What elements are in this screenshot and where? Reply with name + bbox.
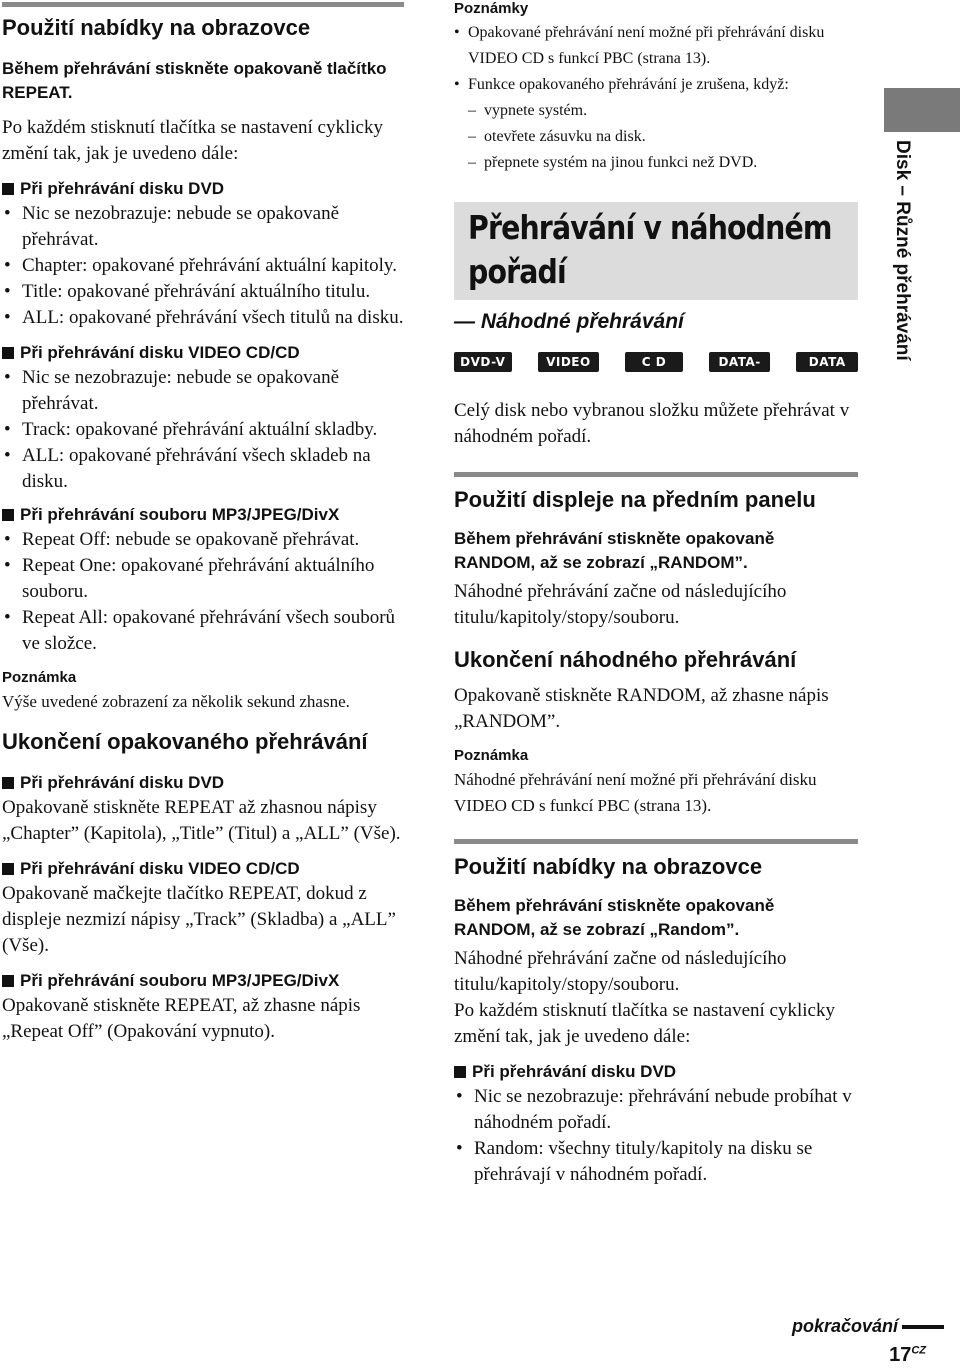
left-column	[2, 0, 404, 1045]
list-item: • Opakované přehrávání není možné při přehrávání disku VIDEO CD s funkcí PBC (strana 13).	[454, 20, 858, 72]
heading-front-display: Použití displeje na předním panelu	[454, 487, 816, 512]
square-bullet-icon	[2, 975, 14, 987]
list-item: • Nic se nezobrazuje: nebude se opakovaně přehrávat.	[2, 365, 404, 417]
section-title: Přehrávání v náhodném pořadí	[468, 208, 832, 291]
list-item: • ALL: opakované přehrávání všech skladeb na disku.	[2, 443, 404, 495]
list-item: • Chapter: opakované přehrávání aktuální kapitoly.	[2, 253, 404, 279]
intro-text: Celý disk nebo vybranou složku můžete přehrávat v náhodném pořadí.	[454, 400, 850, 447]
list-item: • Repeat All: opakované přehrávání všech souborů ve složce.	[2, 605, 404, 657]
list-item: • Nic se nezobrazuje: nebude se opakovaně přehrávat.	[2, 201, 404, 253]
list-item: – vypnete systém.	[454, 98, 858, 124]
subheading-end-vcd: Při přehrávání disku VIDEO CD/CD	[2, 857, 404, 881]
section-subtitle: — Náhodné přehrávání	[454, 310, 684, 333]
note-heading: Poznámka	[454, 747, 529, 764]
instruction-random-display: Během přehrávání stiskněte opakovaně RANDOM, až se zobrazí „RANDOM”.	[454, 529, 775, 572]
list-item: • Repeat One: opakované přehrávání aktuálního souboru.	[2, 553, 404, 605]
list-item: • Random: všechny tituly/kapitoly na disku se přehrávají v náhodném pořadí.	[454, 1136, 858, 1188]
note-text: Náhodné přehrávání není možné při přehrávání disku VIDEO CD s funkcí PBC (strana 13).	[454, 770, 817, 815]
disc-badges	[454, 352, 858, 389]
square-bullet-icon	[2, 509, 14, 521]
subheading-menu-dvd: Při přehrávání disku DVD	[454, 1060, 858, 1084]
chapter-tab-marker	[884, 88, 960, 132]
list-item: – přepnete systém na jinou funkci než DVD.	[454, 150, 858, 176]
dvd-list	[2, 201, 404, 331]
mp3-list	[2, 527, 404, 657]
end-dvd-text: Opakovaně stiskněte REPEAT až zhasnou nápisy „Chapter” (Kapitola), „Title” (Titul) a „ALL” (Vše).	[2, 797, 401, 844]
section-rule	[2, 2, 404, 7]
notes-heading: Poznámky	[454, 0, 529, 17]
heading-end-repeat: Ukončení opakovaného přehrávání	[2, 729, 368, 754]
list-item: • ALL: opakované přehrávání všech titulů na disku.	[2, 305, 404, 331]
notes-dash-list	[454, 98, 858, 176]
continue-arrow-icon	[902, 1325, 944, 1329]
menu-text-1: Náhodné přehrávání začne od následujícího titulu/kapitoly/stopy/souboru.	[454, 948, 787, 995]
instruction-random-menu: Během přehrávání stiskněte opakovaně RANDOM, až se zobrazí „Random”.	[454, 896, 775, 939]
menu-dvd-list	[454, 1084, 858, 1188]
chapter-tab-label: Disk – Různé přehrávání	[892, 140, 913, 361]
note-heading: Poznámka	[2, 669, 77, 686]
list-item: • Title: opakované přehrávání aktuálního titulu.	[2, 279, 404, 305]
heading-onscreen-menu: Použití nabídky na obrazovce	[2, 15, 311, 40]
end-mp3-text: Opakovaně stiskněte REPEAT, až zhasne nápis „Repeat Off” (Opakování vypnuto).	[2, 995, 361, 1042]
square-bullet-icon	[2, 863, 14, 875]
square-bullet-icon	[2, 183, 14, 195]
note-text: Výše uvedené zobrazení za několik sekund zhasne.	[2, 692, 350, 711]
continued-indicator: pokračování	[792, 1316, 944, 1337]
subheading-dvd: Při přehrávání disku DVD	[2, 177, 404, 201]
page-number: $17^{CZ}$	[889, 1344, 926, 1366]
square-bullet-icon	[454, 1066, 466, 1078]
end-vcd-text: Opakovaně mačkejte tlačítko REPEAT, dokud z displeje nezmizí nápisy „Track” (Skladba) a „ALL” (Vše).	[2, 883, 396, 956]
heading-onscreen-menu-random: Použití nabídky na obrazovce	[454, 854, 763, 879]
list-item: • Funkce opakovaného přehrávání je zrušena, když:	[454, 72, 858, 98]
badge-video-cd: VIDEO CD	[538, 352, 600, 372]
subheading-vcd: Při přehrávání disku VIDEO CD/CD	[2, 341, 404, 365]
square-bullet-icon	[2, 347, 14, 359]
end-random-text: Opakovaně stiskněte RANDOM, až zhasne nápis „RANDOM”.	[454, 685, 829, 732]
menu-text-2: Po každém stisknutí tlačítka se nastavení cyklicky změní tak, jak je uvedeno dále:	[454, 1000, 835, 1047]
section-rule	[454, 472, 858, 477]
notes-list	[454, 20, 858, 98]
subheading-end-mp3: Při přehrávání souboru MP3/JPEG/DivX	[2, 969, 404, 993]
list-item: • Track: opakované přehrávání aktuální skladby.	[2, 417, 404, 443]
badge-data-cd: DATA-CD	[709, 352, 771, 372]
list-item: – otevřete zásuvku na disk.	[454, 124, 858, 150]
right-column	[454, 0, 858, 1188]
subheading-mp3: Při přehrávání souboru MP3/JPEG/DivX	[2, 503, 404, 527]
badge-dvd-v: DVD-V	[454, 352, 512, 372]
subheading-end-dvd: Při přehrávání disku DVD	[2, 771, 404, 795]
list-item: • Nic se nezobrazuje: přehrávání nebude probíhat v náhodném pořadí.	[454, 1084, 858, 1136]
paragraph-cycle: Po každém stisknutí tlačítka se nastavení cyklicky změní tak, jak je uvedeno dále:	[2, 117, 383, 164]
square-bullet-icon	[2, 777, 14, 789]
badge-data-dvd: DATA DVD	[796, 352, 858, 372]
list-item: • Repeat Off: nebude se opakovaně přehrávat.	[2, 527, 404, 553]
badge-cd: C D	[625, 352, 683, 372]
section-rule	[454, 839, 858, 844]
instruction-repeat: Během přehrávání stiskněte opakovaně tlačítko REPEAT.	[2, 59, 387, 102]
vcd-list	[2, 365, 404, 495]
heading-end-random: Ukončení náhodného přehrávání	[454, 647, 797, 672]
section-title-box	[454, 202, 858, 300]
display-text: Náhodné přehrávání začne od následujícího titulu/kapitoly/stopy/souboru.	[454, 581, 787, 628]
